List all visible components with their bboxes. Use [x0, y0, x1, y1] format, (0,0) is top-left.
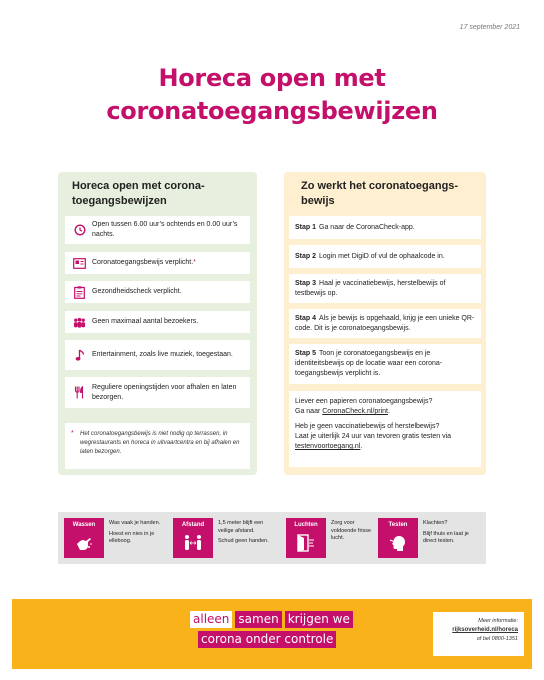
steps-panel — [284, 172, 486, 475]
campaign-banner — [12, 599, 532, 669]
list-item: Open tussen 6.00 uur’s ochtends en 0.00 uur’s nachts. — [65, 216, 250, 244]
paper-question: Liever een papieren coronatoegangsbewijs? — [295, 398, 433, 405]
cutlery-icon — [73, 386, 86, 399]
campaign-slogan — [190, 611, 380, 651]
music-note-icon — [73, 349, 86, 362]
footnote: * Het coronatoegangsbewijs is niet nodig op terrassen, in wegrestaurants en horeca in uitvaartcentra en bij afhalen en laten bezorgen. — [65, 423, 250, 469]
step-item: Stap 5 Toon je coronatoegangsbewijs en je identiteitsbewijs op de locatie waar een corona-toegangsbewijs verplicht is. — [289, 344, 481, 384]
coronacheck-print-link[interactable]: CoronaCheck.nl/print — [322, 408, 389, 415]
slogan-word: corona onder controle — [198, 631, 336, 648]
distance-icon — [184, 534, 202, 552]
window-air-icon — [297, 534, 315, 552]
rijksoverheid-link[interactable]: rijksoverheid.nl/horeca — [452, 627, 518, 633]
clock-icon — [73, 224, 86, 237]
slogan-word: alleen — [190, 611, 232, 628]
step-item: Stap 2 Login met DigiD of vul de ophaalcode in. — [289, 245, 481, 268]
slogan-word: samen — [235, 611, 281, 628]
list-item: Entertainment, zoals live muziek, toegestaan. — [65, 340, 250, 370]
step-item: Stap 1 Ga naar de CoronaCheck-app. — [289, 216, 481, 239]
basic-rules-bar — [58, 512, 486, 564]
rule-wassen: Wassen Was vaak je handen. Hoest en nies in je elleboog. — [64, 518, 162, 558]
rule-luchten: Luchten Zorg voor voldoende frisse lucht. — [286, 518, 374, 558]
list-item: Gezondheidscheck verplicht. — [65, 281, 250, 303]
qr-card-icon — [73, 257, 86, 270]
list-item: Coronatoegangsbewijs verplicht.* — [65, 252, 250, 274]
test-head-icon — [389, 534, 407, 552]
hand-wash-icon — [75, 534, 93, 552]
group-icon — [73, 316, 86, 329]
more-info-box: Meer informatie: rijksoverheid.nl/horeca of bel 0800-1351 — [433, 612, 524, 656]
list-item: Geen maximaal aantal bezoekers. — [65, 311, 250, 333]
page-title — [0, 62, 544, 128]
vaccination-question: Heb je geen vaccinatiebewijs of herstelbewijs? — [295, 423, 440, 430]
title-line-2: coronatoegangsbewijzen — [106, 97, 438, 125]
rules-panel-heading: Horeca open met corona-toegangsbewijzen — [72, 180, 205, 207]
testenvoortoegang-link[interactable]: testenvoortoegang.nl — [295, 443, 361, 450]
list-item: Reguliere openingstijden voor afhalen en laten bezorgen. — [65, 377, 250, 408]
publication-date: 17 september 2021 — [459, 24, 520, 31]
rule-testen: Testen Klachten? Blijf thuis en laat je direct testen. — [378, 518, 474, 558]
checklist-icon — [73, 286, 86, 299]
slogan-word: krijgen we — [285, 611, 353, 628]
title-line-1: Horeca open met — [158, 64, 386, 92]
step-item: Stap 3 Haal je vaccinatiebewijs, herstelbewijs of testbewijs op. — [289, 274, 481, 303]
extra-info-box: Liever een papieren coronatoegangsbewijs? Ga naar CoronaCheck.nl/print. Heb je geen vaccinatiebewijs of herstelbewijs? Laat je uiterlijk 24 uur van tevoren gratis testen via testenvoortoegang.nl. — [289, 391, 481, 467]
rule-afstand: Afstand 1,5 meter blijft een veilige afstand. Schud geen handen. — [173, 518, 271, 558]
steps-panel-heading: Zo werkt het coronatoegangs-bewijs — [301, 180, 459, 207]
step-item: Stap 4 Als je bewijs is opgehaald, krijg je een unieke QR-code. Dit is je coronatoegangsbewijs. — [289, 309, 481, 338]
